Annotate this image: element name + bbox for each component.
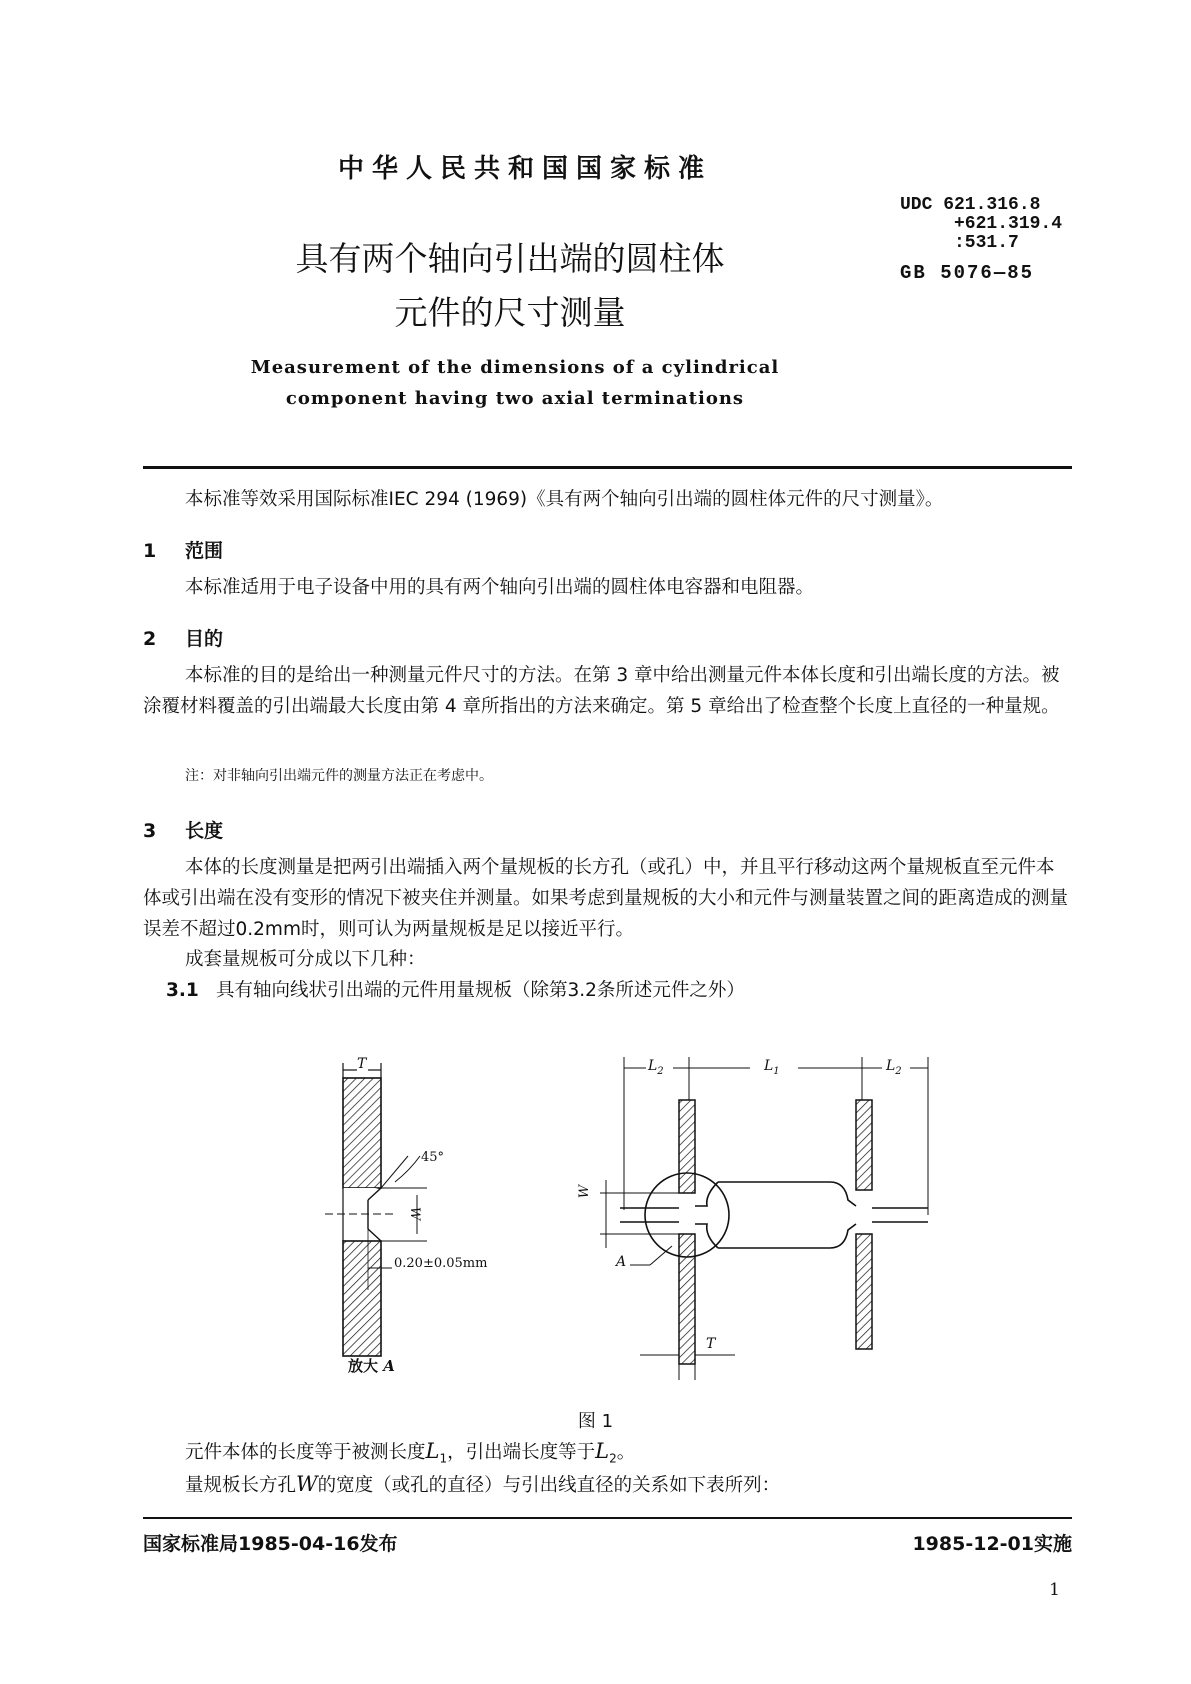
label-L1 [764,1058,780,1077]
label-L2-right-sub: 2 [895,1065,902,1077]
label-L2-left-sub: 2 [657,1065,664,1077]
section-3-1-number: 3.1 [166,980,199,1001]
udc-line-3: :531.7 [900,233,1019,253]
title-en-line-2: component having two axial terminations [285,388,745,409]
section-2-heading [143,624,1072,655]
section-1-number: 1 [143,540,157,562]
line1-mid: ，引出端长度等于 [447,1442,596,1463]
label-enlarge-a [348,1355,395,1376]
udc-line-1: UDC 621.316.8 [900,195,1041,215]
section-3-number: 3 [143,820,157,842]
section-3-text-2: 成套量规板可分成以下几种： [185,949,426,970]
component-and-gauge-plates [600,1057,928,1380]
line1-pre: 元件本体的长度等于被测长度 [185,1442,426,1463]
section-2-note: 注：对非轴向引出端元件的测量方法正在考虑中。 [185,768,493,784]
section-3-heading [143,816,1072,847]
effective-date: 1985-12-01实施 [912,1533,1072,1555]
label-L1-letter: L [764,1058,774,1074]
label-L2-left [648,1058,664,1077]
section-1-text: 本标准适用于电子设备中用的具有两个轴向引出端的圆柱体电容器和电阻器。 [185,577,815,598]
line1-L1-sub: 1 [439,1451,448,1466]
label-enlarge: 放大 [348,1357,379,1375]
section-1-title: 范围 [185,540,224,562]
header-divider [143,466,1072,469]
section-2-title: 目的 [185,628,224,650]
label-W-right: W [577,1184,593,1199]
line1-end: 。 [616,1442,636,1463]
gb-number: GB 5076—85 [900,262,1035,284]
line1-L2: L [595,1439,610,1463]
section-3-1-text: 具有轴向线状引出端的元件用量规板（除第3.2条所述元件之外） [216,980,745,1001]
section-1-heading [143,536,1072,567]
udc-code [900,196,1062,253]
line2-W: W [296,1472,318,1496]
after-figure-line-2 [143,1469,1072,1501]
title-cn-line-2: 元件的尺寸测量 [394,293,626,332]
label-L2-left-letter: L [648,1058,658,1074]
label-L2-right [886,1058,902,1077]
label-45-degrees: 45° [421,1150,445,1165]
title-cn-line-1: 具有两个轴向引出端的圆柱体 [295,239,725,278]
label-A-right: A [616,1254,627,1270]
section-3-title: 长度 [185,820,224,842]
line1-L1: L [425,1439,440,1463]
figure-1-caption: 图 1 [577,1411,614,1432]
section-3-1 [166,975,1066,1006]
label-T-right: T [706,1336,716,1352]
intro-paragraph: 本标准等效采用国际标准IEC 294 (1969)《具有两个轴向引出端的圆柱体元件的尺寸测量》。 [185,489,944,510]
title-en-line-1: Measurement of the dimensions of a cylindrical [250,357,780,378]
section-2-text: 本标准的目的是给出一种测量元件尺寸的方法。在第 3 章中给出测量元件本体长度和引出端长度的方法。被涂覆材料覆盖的引出端最大长度由第 4 章所指出的方法来确定。第 5 章给出了检查整个长度上直径的一种量规。 [143,665,1060,717]
label-tolerance: 0.20±0.05mm [394,1256,488,1271]
line2-pre: 量规板长方孔 [185,1475,297,1496]
label-L1-sub: 1 [773,1065,780,1077]
title-chinese [230,232,790,340]
udc-line-2: +621.319.4 [900,214,1063,234]
label-W-left: W [407,1206,423,1221]
label-L2-right-letter: L [886,1058,896,1074]
page-number: 1 [1049,1580,1060,1600]
section-3-text: 本体的长度测量是把两引出端插入两个量规板的长方孔（或孔）中，并且平行移动这两个量规板直至元件本体或引出端在没有变形的情况下被夹住并测量。如果考虑到量规板的大小和元件与测量装置之间的距离造成的测量误差不超过0.2mm时，则可认为两量规板是足以接近平行。 [143,857,1069,940]
section-2-number: 2 [143,628,157,650]
label-a-detail: A [383,1357,395,1375]
title-english [250,352,780,414]
label-T-left: T [357,1056,367,1072]
footer-divider [143,1517,1072,1519]
national-standard-heading: 中华人民共和国国家标准 [337,154,712,184]
line2-post: 的宽度（或孔的直径）与引出线直径的关系如下表所列： [317,1475,781,1496]
issue-date: 国家标准局1985-04-16发布 [143,1533,398,1555]
line1-L2-sub: 2 [609,1451,617,1466]
